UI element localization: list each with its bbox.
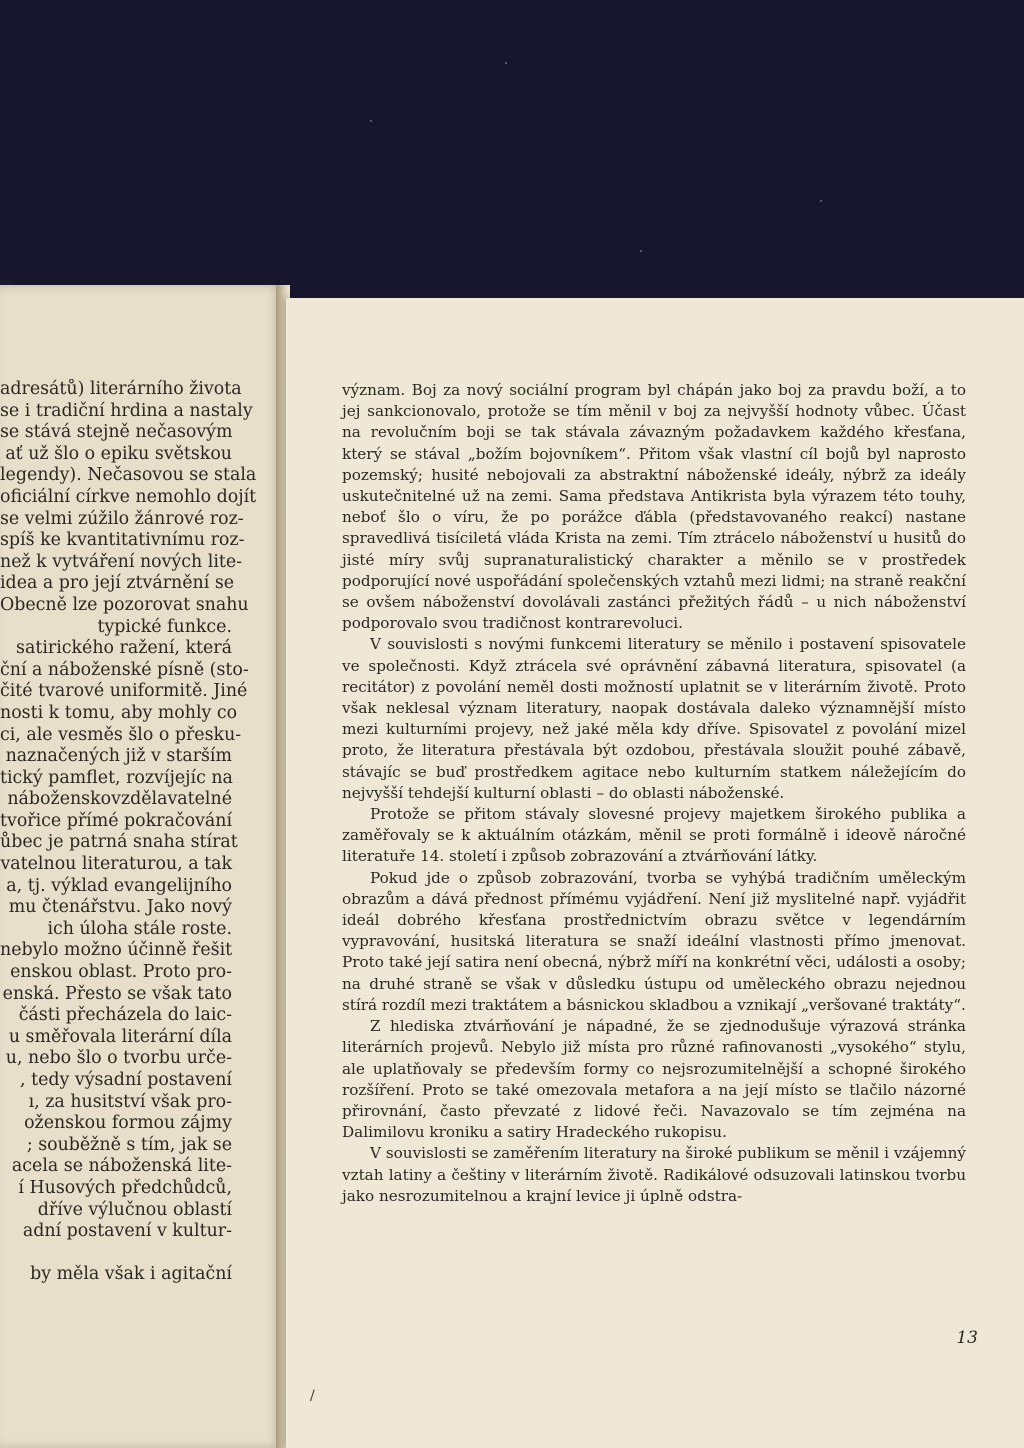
left-page-line: tický pamflet, rozvíjejíc na bbox=[0, 767, 233, 788]
left-page-line: í Husových předchůdců, bbox=[18, 1177, 232, 1198]
left-page-line: vatelnou literaturou, a tak bbox=[0, 854, 232, 875]
right-page bbox=[286, 298, 1024, 1448]
left-page-text bbox=[0, 379, 276, 1286]
page-number: 13 bbox=[956, 1328, 978, 1348]
dust-speck bbox=[505, 62, 507, 64]
left-page-line: enskou oblast. Proto pro- bbox=[10, 962, 232, 983]
left-page-line: ; souběžně s tím, jak se bbox=[26, 1134, 232, 1155]
left-page-line: čité tvarové uniformitě. Jiné bbox=[0, 681, 248, 702]
left-page-line: a, tj. výklad evangelijního bbox=[6, 875, 232, 896]
left-page-line: se velmi zúžilo žánrové roz- bbox=[0, 508, 244, 529]
left-page-line: se i tradiční hrdina a nastaly bbox=[0, 400, 253, 421]
dust-speck bbox=[640, 250, 642, 252]
left-page-line: oženskou formou zájmy bbox=[24, 1113, 232, 1134]
left-page-line: části přecházela do laic- bbox=[18, 1005, 232, 1026]
paragraph: V souvislosti s novými funkcemi literatury se měnilo i postavení spisovatele ve společnosti. Když ztrácela své oprávnění zábavná literatura, spisovatel (a recitátor) z povolání neměl dosti možností uplatnit se v literárním životě. Proto však neklesal význam literatury, naopak dostávala daleko významnější místo mezi kulturními projevy, než jaké měla kdy dříve. Spisovatel z povolání mizel proto, že literatura přestávala být ozdobou, přestávala sloužit pouhé zábavě, stávajíc se buď prostředkem agitace nebo kulturním statkem náležejícím do nejvyšší tehdejší kulturní oblasti – do oblasti náboženské. bbox=[342, 635, 966, 802]
paragraph: V souvislosti se zaměřením literatury na široké publikum se měnil i vzájemný vztah latiny a češtiny v literárním životě. Radikálové odsuzovali latinskou tvorbu jako nesrozumitelnou a krajní levice ji úplně odstra- bbox=[342, 1144, 966, 1205]
left-page-line: ich úloha stále roste. bbox=[47, 918, 232, 939]
left-page-line: ční a náboženské písně (sto- bbox=[0, 659, 249, 680]
left-page-line: oficiální církve nemohlo dojít bbox=[0, 486, 257, 507]
left-page-line: ı, za husitství však pro- bbox=[28, 1091, 232, 1112]
left-page-line: by měla však i agitační bbox=[30, 1264, 232, 1285]
left-page bbox=[0, 285, 282, 1448]
dust-speck bbox=[370, 120, 372, 122]
left-page-line: enská. Přesto se však tato bbox=[2, 983, 232, 1004]
left-page-line: , tedy výsadní postavení bbox=[20, 1070, 232, 1090]
left-page-line: ať už šlo o epiku světskou bbox=[5, 443, 232, 464]
left-page-line: u směřovala literární díla bbox=[8, 1026, 232, 1047]
left-page-line: ůbec je patrná snaha stírat bbox=[0, 832, 238, 853]
left-page-line: adresátů) literárního života bbox=[0, 379, 242, 399]
left-page-line: adní postavení v kultur- bbox=[22, 1221, 232, 1242]
margin-mark: / bbox=[310, 1388, 315, 1404]
left-page-line: acela se náboženská lite- bbox=[11, 1156, 232, 1177]
left-page-line: u, nebo šlo o tvorbu urče- bbox=[5, 1048, 232, 1069]
left-page-line: satirického ražení, která bbox=[16, 638, 232, 659]
paragraph: Protože se přitom stávaly slovesné projevy majetkem širokého publika a zaměřovaly se k aktuálním otázkám, měnil se proti formálně i ideově náročné literatuře 14. století i způsob zobrazování a ztvárňování látky. bbox=[342, 805, 966, 866]
dust-speck bbox=[820, 200, 822, 202]
paragraph: Z hlediska ztvárňování je nápadné, že se zjednodušuje výrazová stránka literárních projevů. Nebylo již místa pro různé rafinovanosti „vysokého“ stylu, ale uplatňovaly se především formy co nejsrozumitelnější a schopné širokého rozšíření. Proto se také omezovala metafora a na její místo se tlačilo názorné přirovnání, často převzaté z lidové řeči. Navazovalo se tím zejména na Dalimilovu kroniku a satiry Hradeckého rukopisu. bbox=[342, 1017, 966, 1142]
left-page-line: idea a pro její ztvárnění se bbox=[0, 573, 235, 594]
paragraph: Pokud jde o způsob zobrazování, tvorba se vyhýbá tradičním uměleckým obrazům a dává přednost přímému vyjádření. Není již myslitelné např. vyjádřit ideál dobrého křesťana prostřednictvím obrazu světce v legendárním vypravování, husitská literatura se snaží ideální vlastnosti přímo jmenovat. Proto také její satira není obecná, nýbrž míří na konkrétní věci, události a osoby; na druhé straně se však v důsledku ústupu od uměleckého obrazu nejednou stírá rozdíl mezi traktátem a básnickou skladbou a vznikají „veršované traktáty“. bbox=[342, 868, 966, 1014]
left-page-line: nosti k tomu, aby mohly co bbox=[0, 702, 238, 723]
left-page-line: naznačených již v starším bbox=[5, 746, 232, 767]
right-page-text bbox=[342, 380, 966, 1207]
left-page-line: mu čtenářstvu. Jako nový bbox=[8, 897, 232, 918]
left-page-line: se stává stejně nečasovým bbox=[0, 422, 233, 443]
left-page-line: spíš ke kvantitativnímu roz- bbox=[0, 530, 245, 551]
left-page-line: ci, ale vesměs šlo o přesku- bbox=[0, 724, 242, 745]
left-page-line: Obecně lze pozorovat snahu bbox=[0, 594, 249, 615]
left-page-line: dříve výlučnou oblastí bbox=[37, 1199, 232, 1220]
left-page-line: náboženskovzdělavatelné bbox=[7, 789, 232, 810]
left-page-line: než k vytváření nových lite- bbox=[0, 551, 243, 572]
left-page-line: tvořice přímé pokračování bbox=[0, 810, 233, 831]
left-page-line: nebylo možno účinně řešit bbox=[0, 940, 233, 961]
left-page-line bbox=[0, 1243, 276, 1265]
dark-background bbox=[0, 0, 1024, 330]
paragraph: význam. Boj za nový sociální program byl chápán jako boj za pravdu boží, a to jej sankcionovalo, protože se tím měnil v boj za nejvyšší hodnoty vůbec. Účast na revolučním boji se tak stávala závazným požadavkem každého křesťana, který se stával „božím bojovníkem“. Přitom však vlastní cíl bojů byl naprosto pozemský; husité nebojovali za abstraktní náboženské ideály, nýbrž za ideály uskutečnitelné už na zemi. Sama představa Antikrista byla výrazem této touhy, neboť šlo o víru, že po porážce ďábla (představovaného reakcí) nastane spravedlivá tisíciletá vláda Krista na zemi. Tím ztrácelo náboženství u husitů do jisté míry svůj supranaturalistický charakter a měnilo se v prostředek podporující nové uspořádání společenských vztahů mezi lidmi; na straně reakční se ovšem náboženství dovolávali zastánci přežitých řádů – u nich náboženství podporovalo svou tradičnost kontrarevoluci. bbox=[342, 381, 966, 633]
left-page-line: typické funkce. bbox=[97, 616, 232, 637]
left-page-line: legendy). Nečasovou se stala bbox=[0, 465, 257, 486]
